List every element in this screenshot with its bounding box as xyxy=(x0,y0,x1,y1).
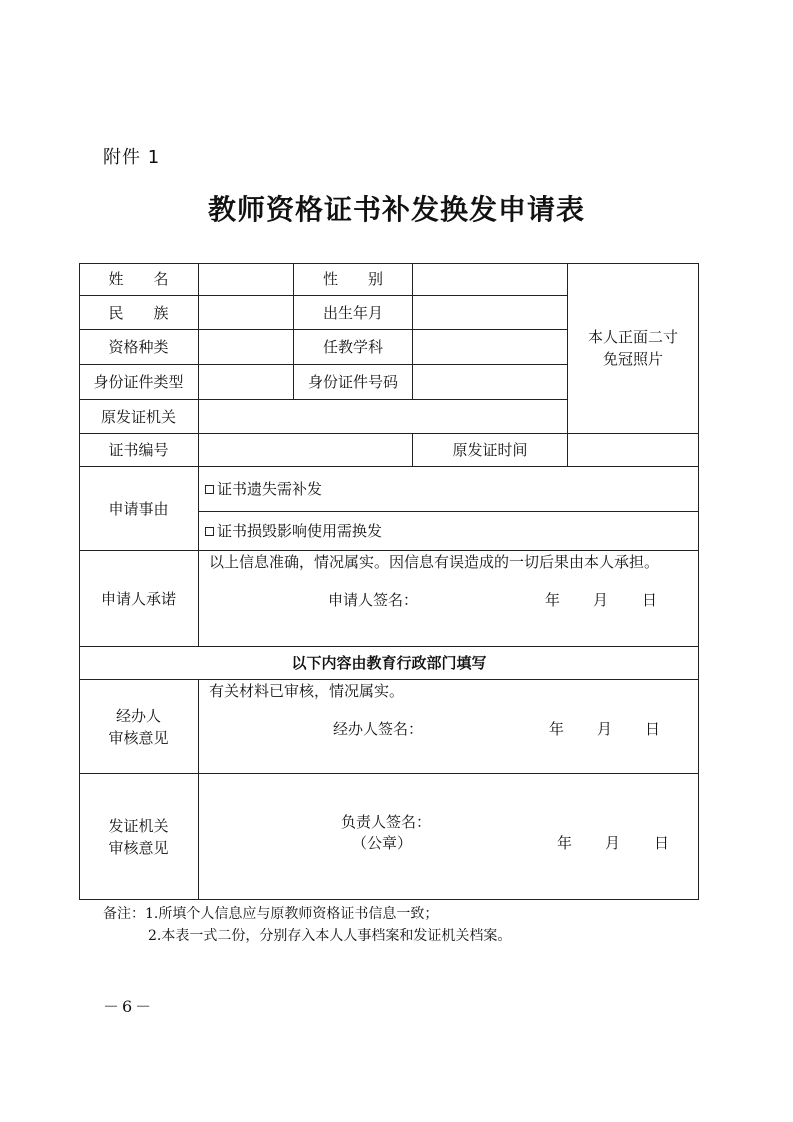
authority-year: 年 xyxy=(557,834,573,852)
pledge-text: 以上信息准确，情况属实。因信息有误造成的一切后果由本人承担。 xyxy=(209,553,660,571)
seal-label: （公章） xyxy=(352,834,413,852)
handler-text: 有关材料已审核，情况属实。 xyxy=(209,682,405,700)
name-field[interactable] xyxy=(199,263,293,295)
gender-field[interactable] xyxy=(413,263,567,295)
page-number: －6－ xyxy=(103,997,155,1016)
ethnicity-field[interactable] xyxy=(199,296,293,329)
name-label: 姓 名 xyxy=(108,270,169,288)
form-title: 教师资格证书补发换发申请表 xyxy=(207,193,585,226)
checkbox-damaged[interactable] xyxy=(205,527,214,536)
reason-option-lost-text: 证书遗失需补发 xyxy=(217,480,323,498)
reason-label: 申请事由 xyxy=(108,499,169,518)
reason-option-damaged-text: 证书损毁影响使用需换发 xyxy=(217,522,383,540)
applicant-year: 年 xyxy=(545,591,561,609)
issue-time-field[interactable] xyxy=(568,434,698,466)
ethnicity-label: 民 族 xyxy=(108,303,169,322)
responsible-sign-label: 负责人签名： xyxy=(341,813,432,831)
application-form-table xyxy=(79,263,699,900)
checkbox-lost[interactable] xyxy=(205,485,214,494)
handler-label-line2: 审核意见 xyxy=(108,728,169,747)
authority-label xyxy=(79,774,198,899)
handler-year: 年 xyxy=(549,720,565,738)
applicant-day: 日 xyxy=(642,591,658,609)
cert-no-label: 证书编号 xyxy=(108,441,169,459)
id-type-field[interactable] xyxy=(199,365,293,399)
handler-label xyxy=(79,680,198,773)
handler-month: 月 xyxy=(597,720,613,738)
authority-label-line1: 发证机关 xyxy=(108,816,169,835)
handler-label-line1: 经办人 xyxy=(115,706,161,725)
qual-type-field[interactable] xyxy=(199,330,293,364)
reason-option-lost[interactable] xyxy=(205,467,685,511)
id-number-field[interactable] xyxy=(413,365,567,399)
gender-label: 性 别 xyxy=(322,270,383,288)
note-line-1: 备注：1.所填个人信息应与原教师资格证书信息一致； xyxy=(103,906,439,922)
handler-day: 日 xyxy=(645,720,661,738)
birth-field[interactable] xyxy=(413,296,567,329)
birth-label: 出生年月 xyxy=(322,303,383,322)
applicant-month: 月 xyxy=(593,591,609,609)
issue-time-label: 原发证时间 xyxy=(452,441,528,459)
subject-label: 任教学科 xyxy=(322,338,383,356)
photo-label-line2: 免冠照片 xyxy=(602,350,663,368)
pledge-label: 申请人承诺 xyxy=(100,589,176,608)
cert-no-field[interactable] xyxy=(199,434,412,466)
authority-label-line2: 审核意见 xyxy=(108,838,169,857)
section-header: 以下内容由教育行政部门填写 xyxy=(291,654,487,672)
photo-box xyxy=(568,263,698,433)
id-number-label: 身份证件号码 xyxy=(307,373,398,391)
notes xyxy=(103,903,511,947)
attachment-label: 附件 1 xyxy=(103,147,161,168)
reason-option-damaged[interactable] xyxy=(205,512,685,550)
applicant-sign-label: 申请人签名： xyxy=(328,591,419,609)
subject-field[interactable] xyxy=(413,330,567,364)
id-type-label: 身份证件类型 xyxy=(93,373,184,391)
photo-label-line1: 本人正面二寸 xyxy=(587,328,678,346)
handler-sign-label: 经办人签名： xyxy=(333,720,424,738)
issuer-label: 原发证机关 xyxy=(100,407,176,426)
qual-type-label: 资格种类 xyxy=(108,338,169,356)
issuer-field[interactable] xyxy=(199,400,567,433)
note-line-2: 2.本表一式二份，分别存入本人人事档案和发证机关档案。 xyxy=(148,928,512,944)
authority-month: 月 xyxy=(605,834,621,852)
authority-day: 日 xyxy=(654,834,670,852)
